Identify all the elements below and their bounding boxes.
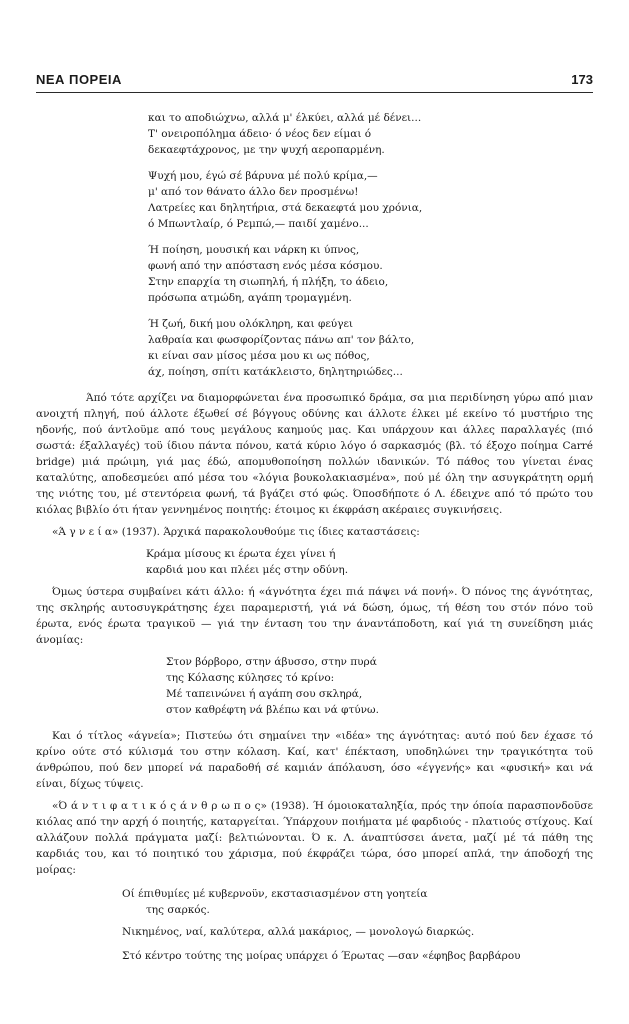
verse-line: Στον βόρβορο, στην άβυσσο, στην πυρά: [166, 656, 377, 668]
poem-excerpt: [148, 110, 593, 380]
paragraph: Στό κέντρο τούτης της μοίρας υπάρχει ό Έρωτας —σαν «έφηβος βαρβάρου: [122, 950, 521, 962]
verse-line: Μέ ταπεινώνει ή αγάπη σου σκληρά,: [166, 688, 363, 700]
stanza: [166, 654, 593, 718]
paragraph: «Ό ά ν τ ι φ α τ ι κ ό ς ά ν θ ρ ω π ο ς» (1938). Ή όμοιοκαταληξία, πρός την όποία παρασπονδοϋσε κιόλας από την αρχή ό ποιητής, καταργείται. Ύπάρχουν ποιήματα μέ φαρδιούς - πλατιούς στίχους. Καί αλλάζουν πολλά πράγματα μαζί: βελτιώνονται. Ό κ. Λ. άναπτύσσει άνετα, μαζί μέ τά πάθη της καρδιάς του, και τό ποιητικό του χάρισμα, πού έκφράζει τώρα, όσο μπορεί απλά, την άποδοχή της μοίρας:: [36, 800, 593, 876]
paragraph: Και ό τίτλος «άγνεία»; Πιστεύω ότι σημαίνει την «ιδέα» της άγνότητας: αυτό πού δεν έχασε τό κρίνο ούτε στό κύλισμά του στην κόλαση. Καί, κατ' έπέκταση, υποδηλώνει την τραγικότητα τοϋ άνθρώπου, πού δεν μπορεί νά παραδοθή σέ καμιάν άπόλαυση, όσο «έγγενής» και «φυσική» και νά είναι, δίχως τύψεις.: [36, 730, 593, 790]
page-number: 173: [571, 72, 593, 87]
quote-line: καρδιά μου και πλέει μές στην οδύνη.: [146, 564, 349, 576]
verse-line: Στην επαρχία τη σιωπηλή, ή πλήξη, το άδειο,: [148, 276, 389, 288]
stanza: [148, 316, 593, 380]
verse-line: Ή ζωή, δική μου ολόκληρη, και φεύγει: [148, 318, 354, 330]
verse-line: της Κόλασης κύλησες τό κρίνο:: [166, 672, 335, 684]
running-header: [36, 70, 593, 93]
quote-line: της σαρκός.: [146, 904, 210, 916]
quote-line: Κράμα μίσους κι έρωτα έχει γίνει ή: [146, 548, 336, 560]
quote-line: Οί έπιθυμίες μέ κυβερνοϋν, εκστασιασμένον στη γοητεία: [122, 888, 428, 900]
paragraph: Άπό τότε αρχίζει να διαμορφώνεται ένα προσωπικό δράμα, σα μια περιδίνηση γύρω από μιαν ανοιχτή πληγή, πού άλλοτε έξωθεί σέ βόγγους οδύνης και άλλοτε έλκει μέ εκείνο τό μυστήριο της ηδονής, πού άντλοϋμε από τους μεγάλους καημούς μας. Και υπάρχουν και άλλες παραλλαγές (πιό σωστά: έξαλλαγές) τοϋ ίδιου πάντα πόνου, κατά κύριο λόγο ό σαρκασμός (βλ. τό έξοχο ποίημα Carré bridge) μιά πρώιμη, γιά μας έδώ, απομυθοποίηση πολλών ιδανικών. Τό πάθος του γίνεται ένας καταλύτης, αποδεσμεύει από μέσα του «λόγια βουκολακιασμένα», πού μέ όλη την ασυγκράτητη ορμή της νιότης του, μέ στεντόρεια φωνή, τά βγάζει στό φώς. Όποσδήποτε ό Λ. έδειχνε από τό πρώτο του κιόλας βιβλίο ότι ήταν γεννημένος ποιητής: έτοιμος κι έκφράση ακέραιες συγκινήσεις.: [36, 392, 593, 516]
verse-line: κι είναι σαν μίσος μέσα μου κι ως πόθος,: [148, 350, 370, 362]
verse-line: και το αποδιώχνω, αλλά μ' έλκύει, αλλά μέ δένει...: [148, 112, 422, 124]
stanza: [148, 168, 593, 232]
verse-line: Λατρείες και δηλητήρια, στά δεκαεφτά μου χρόνια,: [148, 202, 423, 214]
paragraph: «Ά γ ν ε ί α» (1937). Άρχικά παρακολουθούμε τις ίδιες καταστάσεις:: [52, 526, 420, 538]
block-quote: [122, 886, 593, 918]
poem-excerpt: [166, 654, 593, 718]
stanza: [148, 242, 593, 306]
verse-line: πρόσωπα ατμώδη, αγάπη τρομαγμένη.: [148, 292, 352, 304]
verse-line: άχ, ποίηση, σπίτι κατάκλειστο, δηλητηριώδες...: [148, 366, 403, 378]
verse-line: φωνή από την απόσταση ενός μέσα κόσμου.: [148, 260, 383, 272]
verse-line: Τ' ονειροπόλημα άδειο· ό νέος δεν είμαι ό: [148, 128, 372, 140]
verse-line: δεκαεφτάχρονος, με την ψυχή αεροπαρμένη.: [148, 144, 385, 156]
article-body: [36, 110, 593, 964]
paragraph: Όμως ύστερα συμβαίνει κάτι άλλο: ή «άγνότητα έχει πιά πάψει νά πονή». Ό πόνος της άγνότητας, της σκληρής αυτοσυγκράτησης έχει παραμεριστή, γιά νά δώση, όμως, τή θέση του στόν πόνο τοϋ έρωτα, ενός έρωτα τραγικοϋ — γιά την ένταση του την άναντάποδοτη, καί γιά τη συνείδηση μιάς άνομίας:: [36, 586, 593, 646]
verse-line: στον καθρέφτη νά βλέπω και νά φτύνω.: [166, 704, 379, 716]
block-quote: [146, 546, 593, 578]
stanza: [148, 110, 593, 158]
verse-line: ό Μπωντλαίρ, ό Ρεμπώ,— παιδί χαμένο...: [148, 218, 369, 230]
verse-line: Ή ποίηση, μουσική και νάρκη κι ύπνος,: [148, 244, 360, 256]
quote-line: Νικημένος, ναί, καλύτερα, αλλά μακάριος, — μονολογώ διαρκώς.: [122, 926, 475, 938]
verse-line: μ' από τον θάνατο άλλο δεν προσμένω!: [148, 186, 359, 198]
journal-title: ΝΕΑ ΠΟΡΕΙΑ: [36, 72, 122, 87]
verse-line: Ψυχή μου, έγώ σέ βάρυνα μέ πολύ κρίμα,—: [148, 170, 378, 182]
verse-line: λαθραία και φωσφορίζοντας πάνω απ' τον βάλτο,: [148, 334, 415, 346]
